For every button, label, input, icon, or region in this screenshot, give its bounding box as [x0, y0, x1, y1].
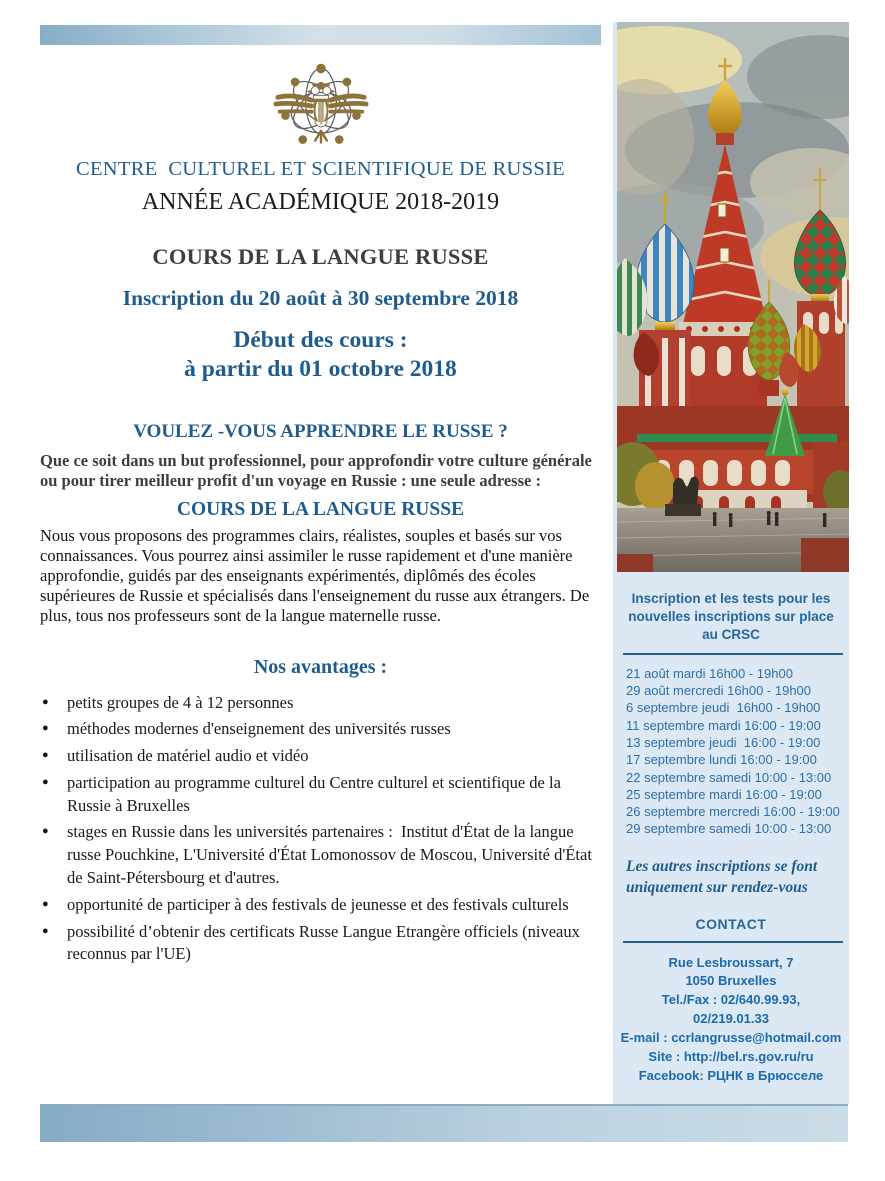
list-item: ● utilisation de matériel audio et vidéo: [40, 745, 601, 768]
intro-paragraph: Que ce soit dans un but professionnel, pour approfondir votre culture générale ou pour tirer meilleur profit d'un voyage en Russie : une seule adresse :: [40, 450, 592, 490]
schedule-line: 26 septembre mercredi 16:00 - 19:00: [626, 804, 840, 820]
list-item: ● stages en Russie dans les universités partenaires : Institut d'État de la langue russe Pouchkine, L'Université d'État Lomonossov de Moscou, Université d'État de Saint-Pétersbourg et d'autres.: [40, 821, 601, 889]
list-item: ● méthodes modernes d'enseignement des universités russes: [40, 718, 601, 741]
schedule-line: 17 septembre lundi 16:00 - 19:00: [626, 752, 817, 768]
schedule-heading: Inscription et les tests pour les nouvelles inscriptions sur place au CRSC: [628, 591, 834, 642]
course-heading-2: COURS DE LA LANGUE RUSSE: [176, 498, 465, 520]
contact-address-line2: 1050 Bruxelles: [685, 973, 777, 989]
st-basils-cathedral-photo: [617, 22, 849, 572]
contact-list: [613, 954, 849, 1086]
contact-address-line1: Rue Lesbroussart, 7: [668, 954, 794, 970]
schedule-line: 29 août mercredi 16h00 - 19h00: [626, 683, 812, 699]
main-column: [40, 0, 601, 970]
academic-year-title: ANNÉE ACADÉMIQUE 2018-2019: [141, 188, 500, 215]
schedule-line: 21 août mardi 16h00 - 19h00: [626, 665, 793, 681]
inscription-period: Inscription du 20 août à 30 septembre 2018: [122, 285, 519, 310]
contact-site-link[interactable]: Site : http://bel.rs.gov.ru/ru: [648, 1048, 814, 1064]
course-start-date: à partir du 01 octobre 2018: [184, 355, 457, 382]
bottom-accent-bar: [40, 1104, 848, 1142]
description-paragraph: Nous vous proposons des programmes clairs, réalistes, souples et basés sur vos connaissances. Vous pourrez ainsi assimiler le russe rapidement et d'une manière approfondie, guidés par des enseignants expérimentés, diplômés des écoles supérieures de Russie et spécialisés dans l'enseignement du russe aux étrangers. De plus, tous nos professeurs sont de la langue maternelle russe.: [40, 525, 590, 625]
schedule-list: [613, 665, 849, 838]
org-title: CENTRE CULTUREL ET SCIENTIFIQUE DE RUSSIE: [75, 158, 566, 180]
question-heading: VOULEZ -VOUS APPRENDRE LE RUSSE ?: [133, 420, 508, 442]
advantages-heading: Nos avantages :: [253, 655, 388, 678]
rossotrudnichestvo-eagle-emblem-icon: [262, 57, 380, 153]
course-start-block: [40, 326, 601, 384]
course-heading: COURS DE LA LANGUE RUSSE: [152, 243, 489, 269]
contact-facebook-link[interactable]: Facebook: РЦНК в Брюсселе: [638, 1067, 824, 1083]
contact-email-link[interactable]: E-mail : ccrlangrusse@hotmail.com: [620, 1029, 842, 1045]
appointment-note: Les autres inscriptions se font uniquement sur rendez-vous: [626, 857, 818, 896]
list-item: ● petits groupes de 4 à 12 personnes: [40, 692, 601, 715]
schedule-line: 6 septembre jeudi 16h00 - 19h00: [626, 700, 821, 716]
list-item: ● possibilité d’obtenir des certificats Russe Langue Etrangère officiels (niveaux reconnus par l'UE): [40, 921, 601, 967]
contact-phone-line2: 02/219.01.33: [693, 1011, 769, 1027]
contact-heading: CONTACT: [695, 915, 767, 932]
contact-phone-line1: Tel./Fax : 02/640.99.93,: [661, 992, 801, 1008]
schedule-line: 25 septembre mardi 16:00 - 19:00: [626, 786, 822, 802]
advantages-list: [40, 692, 601, 966]
list-item: ● opportunité de participer à des festivals de jeunesse et des festivals culturels: [40, 894, 601, 917]
schedule-line: 29 septembre samedi 10:00 - 13:00: [626, 821, 832, 837]
list-item: ● participation au programme culturel du Centre culturel et scientifique de la Russie à Bruxelles: [40, 772, 601, 818]
schedule-line: 22 septembre samedi 10:00 - 13:00: [626, 769, 832, 785]
divider: [623, 653, 843, 655]
course-start-label: Début des cours :: [233, 326, 408, 353]
schedule-line: 13 septembre jeudi 16:00 - 19:00: [626, 734, 821, 750]
sidebar-body: [613, 590, 849, 1085]
schedule-line: 11 septembre mardi 16:00 - 19:00: [626, 717, 821, 733]
divider: [623, 941, 843, 943]
